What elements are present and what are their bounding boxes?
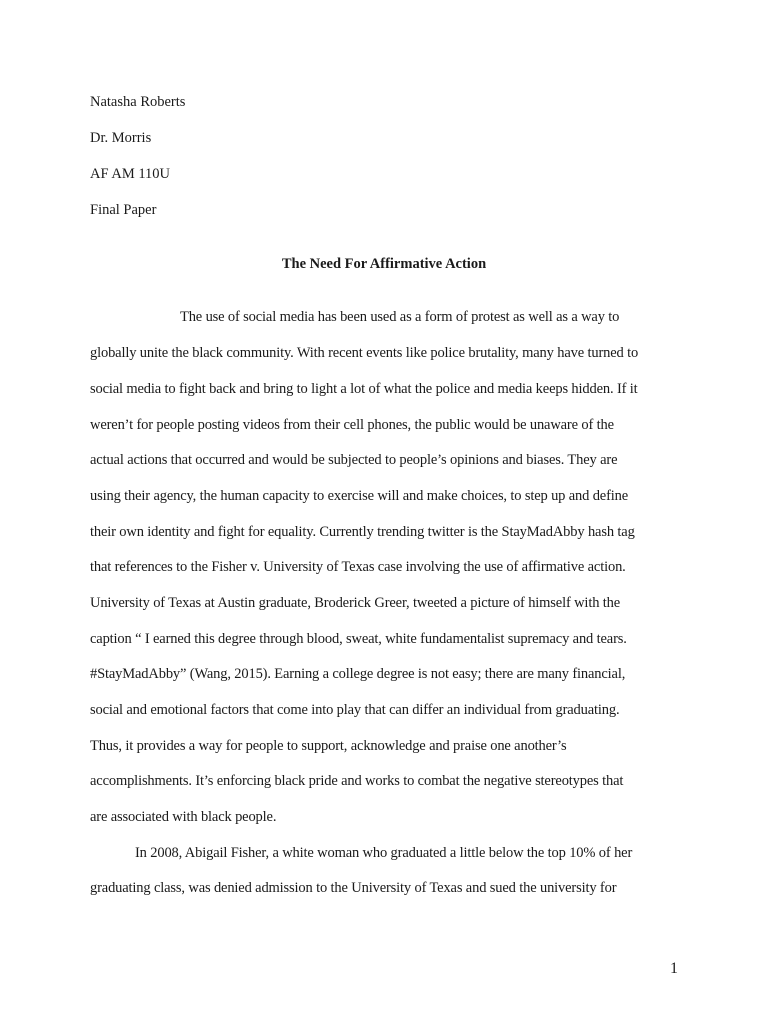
assignment-label: Final Paper: [90, 202, 157, 218]
paragraph-line: are associated with black people.: [90, 809, 277, 825]
paragraph-line: caption “ I earned this degree through blood, sweat, white fundamentalist supremacy and tears.: [90, 631, 627, 647]
paragraph-line: their own identity and fight for equality. Currently trending twitter is the StayMadAbby hash tag: [90, 524, 635, 540]
paragraph-line: actual actions that occurred and would be subjected to people’s opinions and biases. They are: [90, 452, 618, 468]
paragraph-line: graduating class, was denied admission to the University of Texas and sued the university for: [90, 880, 617, 896]
paragraph-line: #StayMadAbby” (Wang, 2015). Earning a college degree is not easy; there are many financial,: [90, 666, 626, 682]
page-number: 1: [670, 960, 678, 977]
paragraph-line: In 2008, Abigail Fisher, a white woman who graduated a little below the top 10% of her: [135, 845, 633, 861]
paragraph-line: using their agency, the human capacity to exercise will and make choices, to step up and define: [90, 488, 629, 504]
paragraph-line: social and emotional factors that come into play that can differ an individual from graduating.: [90, 702, 620, 718]
paragraph-line: The use of social media has been used as a form of protest as well as a way to: [180, 309, 620, 325]
author-name: Natasha Roberts: [90, 94, 186, 110]
paper-title: The Need For Affirmative Action: [281, 256, 487, 272]
course-code: AF AM 110U: [90, 166, 171, 182]
paragraph-line: that references to the Fisher v. University of Texas case involving the use of affirmative action.: [90, 559, 626, 575]
paragraph-line: weren’t for people posting videos from their cell phones, the public would be unaware of the: [90, 417, 614, 433]
paragraph-line: social media to fight back and bring to light a lot of what the police and media keeps hidden. If it: [90, 381, 638, 397]
paragraph-line: accomplishments. It’s enforcing black pride and works to combat the negative stereotypes that: [90, 773, 624, 789]
paragraph-line: Thus, it provides a way for people to support, acknowledge and praise one another’s: [90, 738, 567, 754]
instructor-name: Dr. Morris: [90, 130, 152, 146]
paragraph-line: globally unite the black community. With recent events like police brutality, many have turned to: [90, 345, 639, 361]
paragraph-line: University of Texas at Austin graduate, Broderick Greer, tweeted a picture of himself with the: [90, 595, 621, 611]
